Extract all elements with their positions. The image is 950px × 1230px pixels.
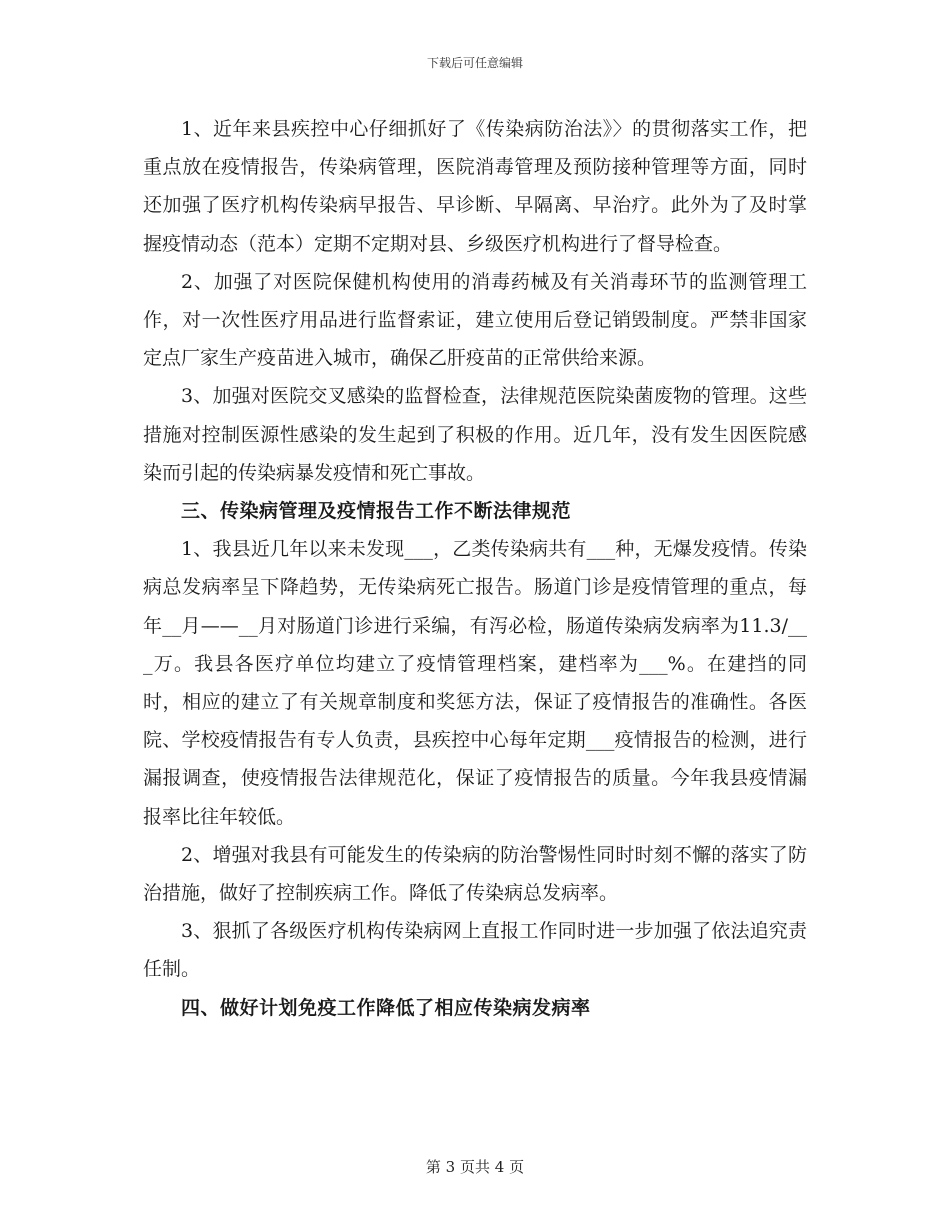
document-body <box>143 110 807 1027</box>
page-header-note: 下载后可任意编辑 <box>426 56 523 70</box>
paragraph-1: 1、近年来县疾控中心仔细抓好了《传染病防治法》〉的贯彻落实工作，把重点放在疫情报告，传染病管理，医院消毒管理及预防接种管理等方面，同时还加强了医疗机构传染病早报告、早诊断、早隔离、早治疗。此外为了及时掌握疫情动态（范本）定期不定期对县、乡级医疗机构进行了督导检查。 <box>143 118 807 255</box>
paragraph-4: 1、我县近几年以来未发现___，乙类传染病共有___种，无爆发疫情。传染病总发病率呈下降趋势，无传染病死亡报告。肠道门诊是疫情管理的重点，每年__月——__月对肠道门诊进行采编，有泻必检，肠道传染病发病率为11.3/___万。我县各医疗单位均建立了疫情管理档案，建档率为___%。在建挡的同时，相应的建立了有关规章制度和奖惩方法，保证了疫情报告的准确性。各医院、学校疫情报告有专人负责，县疾控中心每年定期___疫情报告的检测，进行漏报调查，使疫情报告法律规范化，保证了疫情报告的质量。今年我县疫情漏报率比往年较低。 <box>143 538 807 828</box>
section-heading-3: 三、传染病管理及疫情报告工作不断法律规范 <box>181 500 572 523</box>
paragraph-6: 3、狠抓了各级医疗机构传染病网上直报工作同时进一步加强了依法追究责任制。 <box>143 920 807 981</box>
paragraph-3: 3、加强对医院交叉感染的监督检查，法律规范医院染菌废物的管理。这些措施对控制医源性感染的发生起到了积极的作用。近几年，没有发生因医院感染而引起的传染病暴发疫情和死亡事故。 <box>143 385 807 484</box>
section-heading-4: 四、做好计划免疫工作降低了相应传染病发病率 <box>181 996 591 1019</box>
paragraph-2: 2、加强了对医院保健机构使用的消毒药械及有关消毒环节的监测管理工作，对一次性医疗用品进行监督索证，建立使用后登记销毁制度。严禁非国家定点厂家生产疫苗进入城市，确保乙肝疫苗的正常供给来源。 <box>143 270 807 370</box>
paragraph-5: 2、增强对我县有可能发生的传染病的防治警惕性同时时刻不懈的落实了防治措施，做好了控制疾病工作。降低了传染病总发病率。 <box>143 843 807 905</box>
page-number: 第 3 页共 4 页 <box>425 1158 525 1176</box>
